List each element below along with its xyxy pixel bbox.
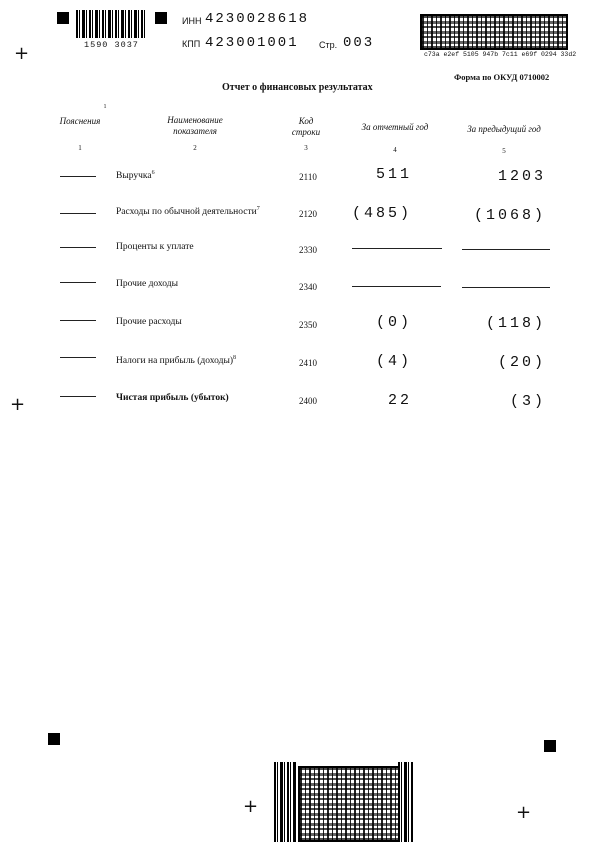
empty-value-line-current bbox=[352, 286, 441, 287]
column-number-4: 4 bbox=[393, 146, 397, 154]
column-number-5: 5 bbox=[502, 147, 506, 155]
column-number-2: 2 bbox=[193, 144, 197, 152]
top-matrix-code bbox=[420, 14, 568, 50]
value-previous-year: (118) bbox=[485, 315, 546, 332]
kpp-label: КПП bbox=[182, 39, 201, 49]
row-code: 2350 bbox=[299, 320, 317, 330]
page-label: Стр. bbox=[319, 40, 338, 50]
value-previous-year: (20) bbox=[497, 354, 546, 371]
page-value: 003 bbox=[343, 35, 375, 51]
notes-dash bbox=[60, 176, 96, 177]
okud-label: Форма по ОКУД 0710002 bbox=[454, 72, 550, 82]
row-name bbox=[116, 393, 229, 403]
row-name-text: Прочие расходы bbox=[116, 317, 182, 327]
row-code: 2410 bbox=[299, 358, 317, 368]
row-code: 2330 bbox=[299, 245, 317, 255]
inn-value: 4230028618 bbox=[205, 11, 310, 27]
kpp-value: 423001001 bbox=[205, 35, 299, 51]
row-code: 2340 bbox=[299, 282, 317, 292]
empty-value-line-current bbox=[352, 248, 442, 249]
notes-dash bbox=[60, 396, 96, 397]
row-name bbox=[116, 242, 194, 252]
value-previous-year: (1068) bbox=[473, 207, 546, 224]
barcode-number: 1590 3037 bbox=[84, 40, 139, 50]
linear-barcode bbox=[76, 10, 146, 38]
column-number-3: 3 bbox=[304, 144, 308, 152]
row-footnote: 8 bbox=[233, 355, 237, 361]
crosshair-mark-bottom-right: + bbox=[516, 802, 532, 823]
row-code: 2110 bbox=[299, 172, 317, 182]
column-header-current-year: За отчетный год bbox=[361, 122, 429, 132]
registration-marker-bottom-right bbox=[544, 740, 556, 752]
column-header-notes-sup: 1 bbox=[103, 104, 107, 110]
row-code: 2400 bbox=[299, 396, 317, 406]
column-header-notes-label: Пояснения bbox=[59, 116, 101, 126]
bottom-linear-barcode-left bbox=[274, 762, 296, 842]
notes-dash bbox=[60, 320, 96, 321]
value-previous-year: 1203 bbox=[497, 168, 546, 185]
registration-marker-top-mid bbox=[155, 12, 167, 24]
row-name bbox=[116, 170, 155, 181]
value-current-year: (485) bbox=[351, 205, 412, 222]
row-code: 2120 bbox=[299, 209, 317, 219]
notes-dash bbox=[60, 213, 96, 214]
column-number-1: 1 bbox=[78, 144, 82, 152]
bottom-matrix-code bbox=[298, 766, 400, 842]
crosshair-mark-bottom-left: + bbox=[243, 796, 259, 817]
notes-dash bbox=[60, 357, 96, 358]
value-previous-year: (3) bbox=[509, 393, 546, 410]
value-current-year: 22 bbox=[387, 392, 412, 409]
row-footnote: 7 bbox=[256, 206, 260, 212]
notes-dash bbox=[60, 282, 96, 283]
column-header-previous-year: За предыдущий год bbox=[467, 124, 541, 134]
row-footnote: 6 bbox=[151, 170, 155, 176]
row-name bbox=[116, 279, 178, 289]
row-name bbox=[116, 317, 182, 327]
row-name-text: Проценты к уплате bbox=[116, 242, 194, 252]
registration-marker-top-left bbox=[57, 12, 69, 24]
empty-value-line-previous bbox=[462, 249, 550, 250]
page-title: Отчет о финансовых результатах bbox=[222, 82, 373, 93]
crosshair-mark-mid-left: + bbox=[10, 394, 26, 415]
column-header-code: Код строки bbox=[291, 116, 321, 137]
column-header-notes bbox=[50, 116, 110, 127]
inn-label: ИНН bbox=[182, 16, 202, 26]
row-name-text: Расходы по обычной деятельности bbox=[116, 207, 257, 218]
crosshair-mark-top-left: + bbox=[14, 43, 30, 64]
row-name bbox=[116, 206, 260, 217]
column-header-indicator: Наименование показателя bbox=[167, 115, 223, 136]
row-name-text: Прочие доходы bbox=[116, 279, 178, 289]
row-name-text: Чистая прибыль (убыток) bbox=[116, 393, 229, 403]
matrix-code-text: c73a e2ef 5105 947b 7c11 e69f 0294 33d2 bbox=[424, 51, 577, 58]
value-current-year: (0) bbox=[375, 314, 412, 331]
empty-value-line-previous bbox=[462, 287, 550, 288]
registration-marker-bottom-left bbox=[48, 733, 60, 745]
row-name-text: Налоги на прибыль (доходы) bbox=[116, 356, 234, 367]
row-name-text: Выручка bbox=[116, 171, 152, 182]
row-name bbox=[116, 355, 236, 366]
notes-dash bbox=[60, 247, 96, 248]
value-current-year: (4) bbox=[375, 353, 412, 370]
value-current-year: 511 bbox=[375, 166, 412, 183]
bottom-linear-barcode-right bbox=[398, 762, 414, 842]
